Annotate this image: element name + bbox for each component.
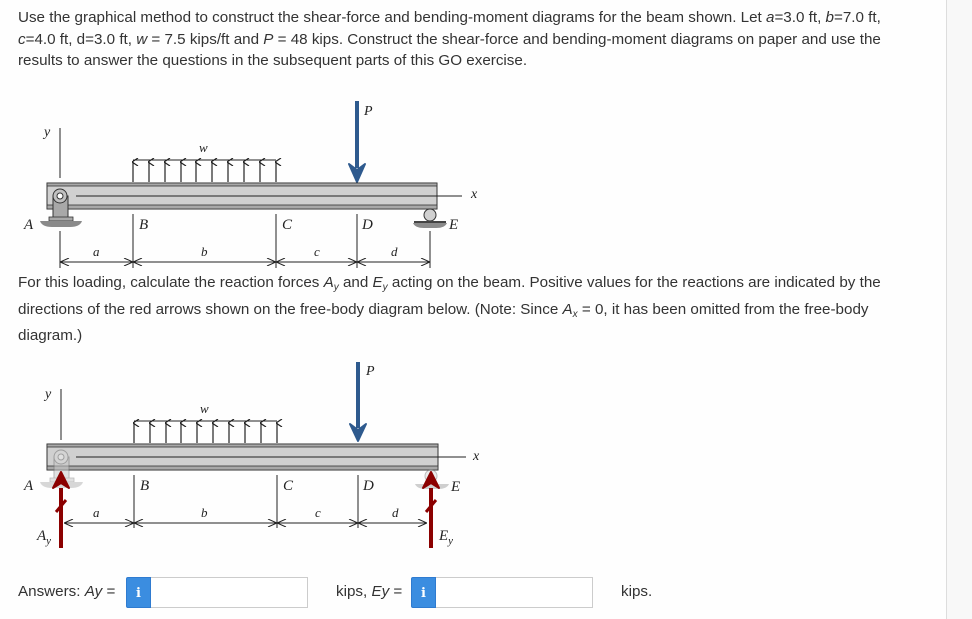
distributed-load-w	[134, 401, 277, 443]
info-icon: i	[136, 586, 141, 601]
right-sidebar	[946, 0, 972, 619]
dim-c-label: c	[315, 505, 321, 520]
roller-support-e	[413, 209, 447, 228]
beam	[47, 183, 462, 209]
ay-answer-input[interactable]	[151, 577, 308, 608]
w-label: w	[200, 401, 209, 416]
beam	[47, 444, 466, 470]
beam-diagram	[0, 90, 520, 275]
point-a-label: A	[24, 217, 34, 233]
point-load-p	[349, 101, 373, 182]
w-label: w	[199, 140, 208, 155]
point-d-label: D	[362, 217, 373, 233]
point-b-label: B	[139, 217, 149, 233]
point-d-label: D	[363, 478, 374, 494]
free-body-diagram	[0, 353, 520, 558]
x-axis-label: x	[471, 187, 478, 202]
p-label: P	[366, 364, 375, 379]
distributed-load-w	[133, 140, 276, 182]
ey-answer-input[interactable]	[436, 577, 593, 608]
p-label: P	[364, 104, 373, 119]
point-c-label: C	[283, 478, 294, 494]
dim-a-label: a	[93, 244, 100, 259]
dim-b-label: b	[201, 244, 208, 259]
problem-statement: Use the graphical method to construct the shear-force and bending-moment diagrams for the beam shown. Let a=3.0 ft, b=7.0 ft, c=4.0 ft, d=3.0 ft, w = 7.5 kips/ft and P = 48 kips. Construct the shear-force and bending-moment diagrams on paper and use the results to answer the questions in the subsequent parts of this GO exercise.	[18, 9, 881, 69]
reaction-arrow-ay	[53, 472, 69, 548]
reaction-arrow-ey	[423, 472, 439, 548]
dim-c-label: c	[314, 244, 320, 259]
point-e-label: E	[449, 217, 459, 233]
point-a-label: A	[24, 478, 34, 494]
dim-a-label: a	[93, 505, 100, 520]
point-b-label: B	[140, 478, 150, 494]
info-icon: i	[421, 586, 426, 601]
ey-info-button[interactable]	[411, 577, 436, 608]
y-axis-label: y	[44, 125, 51, 140]
ay-label: $A_y$	[37, 528, 52, 547]
dim-d-label: d	[391, 244, 398, 259]
dim-d-label: d	[392, 505, 399, 520]
point-load-p	[350, 362, 375, 441]
answers-row	[0, 576, 946, 608]
dim-b-label: b	[201, 505, 208, 520]
ey-unit-label: kips.	[621, 583, 653, 600]
y-axis-label: y	[45, 387, 52, 402]
ey-label: $E_y$	[439, 528, 454, 547]
point-c-label: C	[282, 217, 293, 233]
x-axis-label: x	[473, 449, 480, 464]
reaction-question: For this loading, calculate the reaction forces $A_y$ and $E_y$ acting on the beam. Positive values for the reactions are indicated by the directions of the red arrows shown on the free-body diagram below. (Note: Since $A_x = 0$, it has been omitted from the free-body diagram.)	[18, 274, 881, 344]
ay-answer-label: Answers: Ay =	[18, 583, 116, 600]
ay-info-button[interactable]	[126, 577, 151, 608]
ey-answer-label: kips, Ey =	[336, 583, 403, 600]
point-e-label: E	[451, 479, 461, 495]
